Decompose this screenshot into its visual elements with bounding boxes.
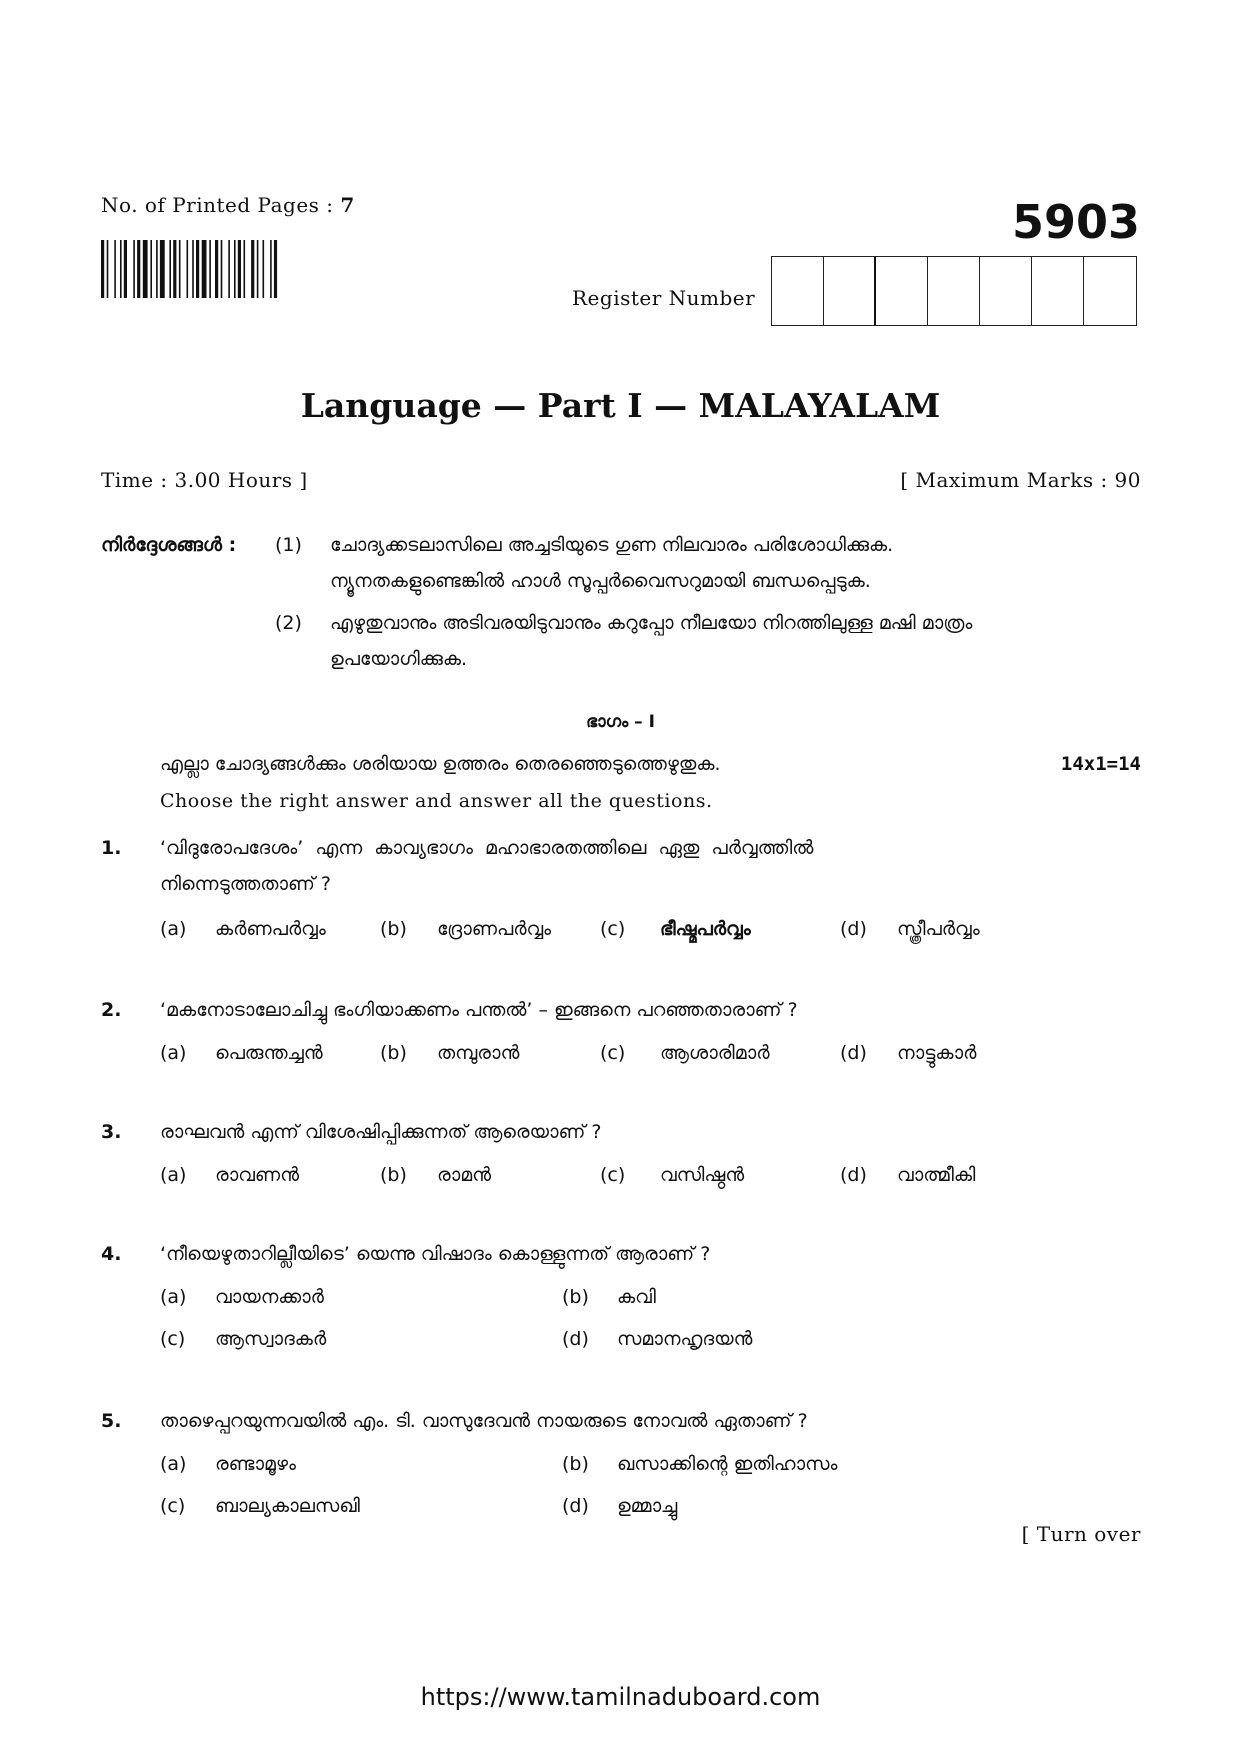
option-label: (b) xyxy=(562,1453,589,1475)
register-box[interactable] xyxy=(1084,257,1136,325)
question-text xyxy=(160,1114,1085,1150)
question-number: 5. xyxy=(101,1410,122,1432)
option-label: (c) xyxy=(160,1328,186,1350)
option-text: ഉമ്മാച്ചു xyxy=(617,1495,678,1517)
register-box[interactable] xyxy=(772,257,824,325)
instruction-text xyxy=(330,605,1140,677)
instruction-line: ചോദ്യക്കടലാസിലെ അച്ചടിയുടെ ഗുണ നിലവാരം പരിശോധിക്കുക. xyxy=(330,534,894,556)
footer-url[interactable]: https://www.tamilnaduboard.com xyxy=(420,1683,821,1711)
option-text: ആശാരിമാർ xyxy=(660,1042,770,1064)
printed-pages-value: 7 xyxy=(340,193,355,217)
paper-code: 5903 xyxy=(1011,195,1140,249)
option-text: ദ്രോണപർവ്വം xyxy=(437,918,552,940)
section-instruction-en: Choose the right answer and answer all the questions. xyxy=(160,790,713,812)
barcode-image xyxy=(101,240,330,298)
question-text xyxy=(160,830,1085,902)
register-box[interactable] xyxy=(1032,257,1084,325)
option-label: (a) xyxy=(160,1042,187,1064)
option-text: രാവണൻ xyxy=(215,1164,299,1186)
register-number-boxes[interactable] xyxy=(771,256,1137,326)
printed-pages-info xyxy=(101,193,355,217)
question-number: 2. xyxy=(101,999,122,1021)
option-text: വസിഷ്ഠൻ xyxy=(660,1164,745,1186)
question-line: ‘വിദുരോപദേശം’ എന്ന കാവ്യഭാഗം മഹാഭാരതത്തിലെ ഏതു പർവ്വത്തിൽ xyxy=(160,837,814,859)
instruction-text xyxy=(330,527,1140,599)
option-label: (b) xyxy=(380,918,407,940)
question-text xyxy=(160,992,1085,1028)
option-label: (a) xyxy=(160,1453,187,1475)
question-line: നിന്നെടുത്തതാണ് ? xyxy=(160,873,331,895)
option-label: (b) xyxy=(380,1164,407,1186)
option-label: (d) xyxy=(840,1164,867,1186)
section-instruction-ml: എല്ലാ ചോദ്യങ്ങൾക്കും ശരിയായ ഉത്തരം തെരഞ്ഞെടുത്തെഴുതുക. xyxy=(160,753,721,775)
option-text: വാത്മീകി xyxy=(897,1164,976,1186)
section-heading: ഭാഗം – I xyxy=(586,712,655,732)
option-label: (d) xyxy=(840,1042,867,1064)
printed-pages-label: No. of Printed Pages : xyxy=(101,193,334,217)
register-box[interactable] xyxy=(824,257,876,325)
instruction-line: ഉപയോഗിക്കുക. xyxy=(330,648,468,670)
option-label: (c) xyxy=(600,918,626,940)
register-box[interactable] xyxy=(876,257,928,325)
question-line: താഴെപ്പറയുന്നവയിൽ എം. ടി. വാസുദേവൻ നായരുടെ നോവൽ ഏതാണ് ? xyxy=(160,1410,808,1432)
option-text: ബാല്യകാലസഖി xyxy=(215,1495,360,1517)
option-label: (b) xyxy=(380,1042,407,1064)
exam-title: Language — Part I — MALAYALAM xyxy=(300,386,941,425)
exam-time: Time : 3.00 Hours ] xyxy=(101,468,308,492)
option-text: കവി xyxy=(617,1286,656,1308)
question-number: 3. xyxy=(101,1121,122,1143)
question-line: ‘നീയെഴുതാറില്ലീയിടെ’ യെന്നു വിഷാദം കൊള്ളുന്നത് ആരാണ് ? xyxy=(160,1243,711,1265)
option-text: ആസ്വാദകർ xyxy=(215,1328,327,1350)
option-text: സമാനഹൃദയൻ xyxy=(617,1328,753,1350)
register-box[interactable] xyxy=(980,257,1032,325)
option-text: രാമൻ xyxy=(437,1164,492,1186)
instruction-line: ന്യൂനതകളുണ്ടെങ്കിൽ ഹാൾ സൂപ്പർവൈസറുമായി ബന്ധപ്പെടുക. xyxy=(330,570,871,592)
option-label: (c) xyxy=(600,1164,626,1186)
option-label: (d) xyxy=(840,918,867,940)
option-text: സ്ത്രീപർവ്വം xyxy=(897,918,980,940)
option-label: (c) xyxy=(600,1042,626,1064)
option-label: (d) xyxy=(562,1495,589,1517)
option-text: തമ്പുരാൻ xyxy=(437,1042,520,1064)
register-number-label: Register Number xyxy=(572,286,756,310)
instruction-line: എഴുതുവാനും അടിവരയിടുവാനും കറുപ്പോ നീലയോ നിറത്തിലുള്ള മഷി മാത്രം xyxy=(330,612,973,634)
option-label: (c) xyxy=(160,1495,186,1517)
option-label: (a) xyxy=(160,1286,187,1308)
option-text: നാട്ടുകാർ xyxy=(897,1042,977,1064)
option-label: (a) xyxy=(160,918,187,940)
turn-over-note: [ Turn over xyxy=(1021,1522,1141,1546)
option-text: രണ്ടാമൂഴം xyxy=(215,1453,297,1475)
option-text: പെരുന്തച്ചൻ xyxy=(215,1042,323,1064)
option-text: ഖസാക്കിന്റെ ഇതിഹാസം xyxy=(617,1453,838,1475)
instructions-label: നിർദ്ദേശങ്ങൾ : xyxy=(101,534,237,556)
option-label: (a) xyxy=(160,1164,187,1186)
section-score: 14x1=14 xyxy=(1060,753,1141,775)
option-text: വായനക്കാർ xyxy=(215,1286,324,1308)
option-label: (d) xyxy=(562,1328,589,1350)
question-text xyxy=(160,1236,1085,1272)
option-label: (b) xyxy=(562,1286,589,1308)
option-text: കർണപർവ്വം xyxy=(215,918,326,940)
register-box[interactable] xyxy=(928,257,980,325)
question-line: രാഘവൻ എന്ന് വിശേഷിപ്പിക്കുന്നത് ആരെയാണ് ? xyxy=(160,1121,602,1143)
question-number: 1. xyxy=(101,837,122,859)
question-number: 4. xyxy=(101,1243,122,1265)
option-text: ഭീഷ്മപർവ്വം xyxy=(660,918,751,940)
maximum-marks: [ Maximum Marks : 90 xyxy=(900,468,1141,492)
instruction-number: (2) xyxy=(275,612,302,634)
question-line: ‘മകനോടാലോചിച്ചു ഭംഗിയാക്കണം പന്തൽ’ – ഇങ്ങനെ പറഞ്ഞതാരാണ് ? xyxy=(160,999,798,1021)
instruction-number: (1) xyxy=(275,534,302,556)
question-text xyxy=(160,1403,1085,1439)
